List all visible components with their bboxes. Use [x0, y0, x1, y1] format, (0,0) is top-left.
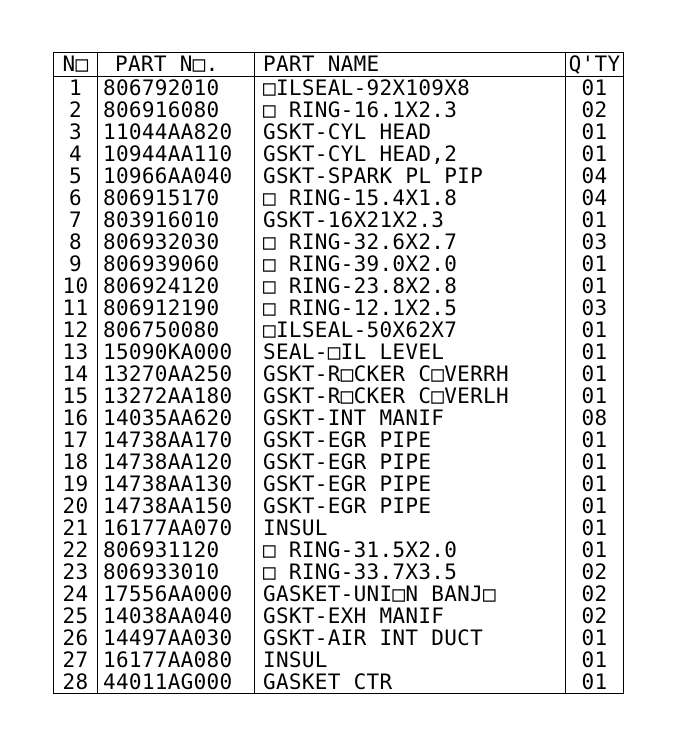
table-row [54, 77, 623, 99]
table-row [54, 143, 623, 165]
cell-no: 22 [54, 539, 98, 561]
cell-no: 18 [54, 451, 98, 473]
header-part-name: PART NAME [255, 53, 566, 77]
cell-part-no: 11044AA820 [98, 121, 255, 143]
cell-part-name: GSKT-EXH MANIF [255, 605, 566, 627]
cell-part-name: GSKT-AIR INT DUCT [255, 627, 566, 649]
cell-part-name: GSKT-INT MANIF [255, 407, 566, 429]
cell-no: 21 [54, 517, 98, 539]
table-row [54, 473, 623, 495]
cell-part-name: □ RING-15.4X1.8 [255, 187, 566, 209]
cell-part-name: □ RING-32.6X2.7 [255, 231, 566, 253]
table-row [54, 275, 623, 297]
table-row [54, 517, 623, 539]
table-row [54, 627, 623, 649]
cell-no: 23 [54, 561, 98, 583]
table-row [54, 407, 623, 429]
cell-no: 4 [54, 143, 98, 165]
cell-no: 11 [54, 297, 98, 319]
cell-part-no: 14738AA130 [98, 473, 255, 495]
cell-no: 19 [54, 473, 98, 495]
cell-part-name: □ RING-31.5X2.0 [255, 539, 566, 561]
header-part-no: PART N□. [98, 53, 255, 77]
cell-no: 6 [54, 187, 98, 209]
cell-no: 5 [54, 165, 98, 187]
cell-part-no: 806932030 [98, 231, 255, 253]
cell-qty: 04 [581, 164, 608, 188]
cell-no: 1 [54, 77, 98, 99]
cell-part-name: GSKT-R□CKER C□VERRH [255, 363, 566, 385]
table-row [54, 429, 623, 451]
table-body [54, 77, 623, 693]
cell-part-name: GSKT-SPARK PL PIP [255, 165, 566, 187]
cell-qty: 01 [581, 670, 608, 694]
cell-part-no: 803916010 [98, 209, 255, 231]
cell-part-name: GSKT-16X21X2.3 [255, 209, 566, 231]
cell-qty: 01 [581, 252, 608, 276]
cell-no: 26 [54, 627, 98, 649]
cell-part-no: 806912190 [98, 297, 255, 319]
cell-qty: 02 [581, 582, 608, 606]
cell-no: 13 [54, 341, 98, 363]
table-row [54, 539, 623, 561]
cell-qty: 02 [581, 560, 608, 584]
cell-qty: 01 [581, 494, 608, 518]
cell-part-name: □ RING-39.0X2.0 [255, 253, 566, 275]
cell-part-name: GASKET-UNI□N BANJ□ [255, 583, 566, 605]
cell-part-name: □ILSEAL-50X62X7 [255, 319, 566, 341]
cell-no: 10 [54, 275, 98, 297]
cell-part-no: 806933010 [98, 561, 255, 583]
cell-no: 17 [54, 429, 98, 451]
cell-qty: 01 [581, 450, 608, 474]
cell-part-name: □ RING-16.1X2.3 [255, 99, 566, 121]
cell-part-no: 14738AA150 [98, 495, 255, 517]
table-row [54, 253, 623, 275]
cell-part-no: 13272AA180 [98, 385, 255, 407]
cell-part-no: 806931120 [98, 539, 255, 561]
cell-part-name: GSKT-CYL HEAD,2 [255, 143, 566, 165]
cell-part-name: GSKT-R□CKER C□VERLH [255, 385, 566, 407]
cell-qty: 03 [581, 296, 608, 320]
cell-no: 24 [54, 583, 98, 605]
cell-part-no: 16177AA080 [98, 649, 255, 671]
cell-qty: 01 [581, 274, 608, 298]
table-row [54, 363, 623, 385]
cell-part-no: 806924120 [98, 275, 255, 297]
cell-part-no: 13270AA250 [98, 363, 255, 385]
cell-qty: 01 [581, 538, 608, 562]
cell-part-no: 44011AG000 [98, 671, 255, 693]
cell-part-name: GSKT-CYL HEAD [255, 121, 566, 143]
cell-qty: 01 [581, 472, 608, 496]
cell-part-name: SEAL-□IL LEVEL [255, 341, 566, 363]
table-row [54, 583, 623, 605]
cell-part-no: 806939060 [98, 253, 255, 275]
table-row [54, 319, 623, 341]
cell-qty: 01 [581, 626, 608, 650]
table-row [54, 209, 623, 231]
cell-part-no: 14035AA620 [98, 407, 255, 429]
table-row [54, 99, 623, 121]
cell-part-no: 806915170 [98, 187, 255, 209]
cell-no: 16 [54, 407, 98, 429]
cell-part-no: 806750080 [98, 319, 255, 341]
cell-qty: 01 [581, 384, 608, 408]
cell-no: 27 [54, 649, 98, 671]
table-row [54, 605, 623, 627]
cell-no: 12 [54, 319, 98, 341]
table-row [54, 187, 623, 209]
table-row [54, 297, 623, 319]
cell-part-no: 806792010 [98, 77, 255, 99]
cell-part-no: 15090KA000 [98, 341, 255, 363]
cell-part-name: GSKT-EGR PIPE [255, 495, 566, 517]
cell-no: 25 [54, 605, 98, 627]
cell-part-name: □ RING-33.7X3.5 [255, 561, 566, 583]
cell-part-no: 10944AA110 [98, 143, 255, 165]
table-header-row [54, 53, 623, 77]
cell-part-no: 14738AA120 [98, 451, 255, 473]
cell-qty: 01 [581, 318, 608, 342]
table-row [54, 231, 623, 253]
cell-part-name: GSKT-EGR PIPE [255, 473, 566, 495]
cell-qty: 01 [581, 208, 608, 232]
cell-qty: 03 [581, 230, 608, 254]
cell-no: 8 [54, 231, 98, 253]
cell-part-name: GASKET CTR [255, 671, 566, 693]
cell-no: 2 [54, 99, 98, 121]
table-row [54, 341, 623, 363]
cell-no: 14 [54, 363, 98, 385]
cell-qty: 02 [581, 604, 608, 628]
cell-part-name: GSKT-EGR PIPE [255, 429, 566, 451]
table-row [54, 385, 623, 407]
table-row [54, 671, 623, 693]
cell-part-name: □ RING-23.8X2.8 [255, 275, 566, 297]
cell-qty: 01 [581, 76, 608, 100]
table-row [54, 649, 623, 671]
cell-part-no: 806916080 [98, 99, 255, 121]
cell-part-name: □ RING-12.1X2.5 [255, 297, 566, 319]
table-row [54, 451, 623, 473]
cell-qty: 01 [581, 142, 608, 166]
parts-table [53, 52, 624, 694]
cell-qty: 01 [581, 428, 608, 452]
cell-part-no: 14738AA170 [98, 429, 255, 451]
cell-qty: 01 [581, 362, 608, 386]
cell-part-no: 16177AA070 [98, 517, 255, 539]
cell-part-no: 10966AA040 [98, 165, 255, 187]
cell-no: 3 [54, 121, 98, 143]
header-no: N□ [54, 53, 98, 77]
cell-no: 7 [54, 209, 98, 231]
cell-qty: 04 [581, 186, 608, 210]
cell-part-name: □ILSEAL-92X109X8 [255, 77, 566, 99]
cell-no: 20 [54, 495, 98, 517]
cell-part-no: 14497AA030 [98, 627, 255, 649]
cell-qty: 01 [581, 516, 608, 540]
cell-qty: 01 [581, 340, 608, 364]
cell-part-no: 14038AA040 [98, 605, 255, 627]
cell-qty: 08 [581, 406, 608, 430]
table-row [54, 495, 623, 517]
cell-part-name: INSUL [255, 649, 566, 671]
cell-part-name: INSUL [255, 517, 566, 539]
table-row [54, 121, 623, 143]
cell-qty: 01 [581, 120, 608, 144]
cell-part-no: 17556AA000 [98, 583, 255, 605]
cell-no: 15 [54, 385, 98, 407]
table-row [54, 165, 623, 187]
table-row [54, 561, 623, 583]
cell-no: 9 [54, 253, 98, 275]
cell-part-name: GSKT-EGR PIPE [255, 451, 566, 473]
cell-no: 28 [54, 671, 98, 693]
header-qty: Q'TY [566, 53, 623, 77]
cell-qty: 01 [581, 648, 608, 672]
cell-qty: 02 [581, 98, 608, 122]
